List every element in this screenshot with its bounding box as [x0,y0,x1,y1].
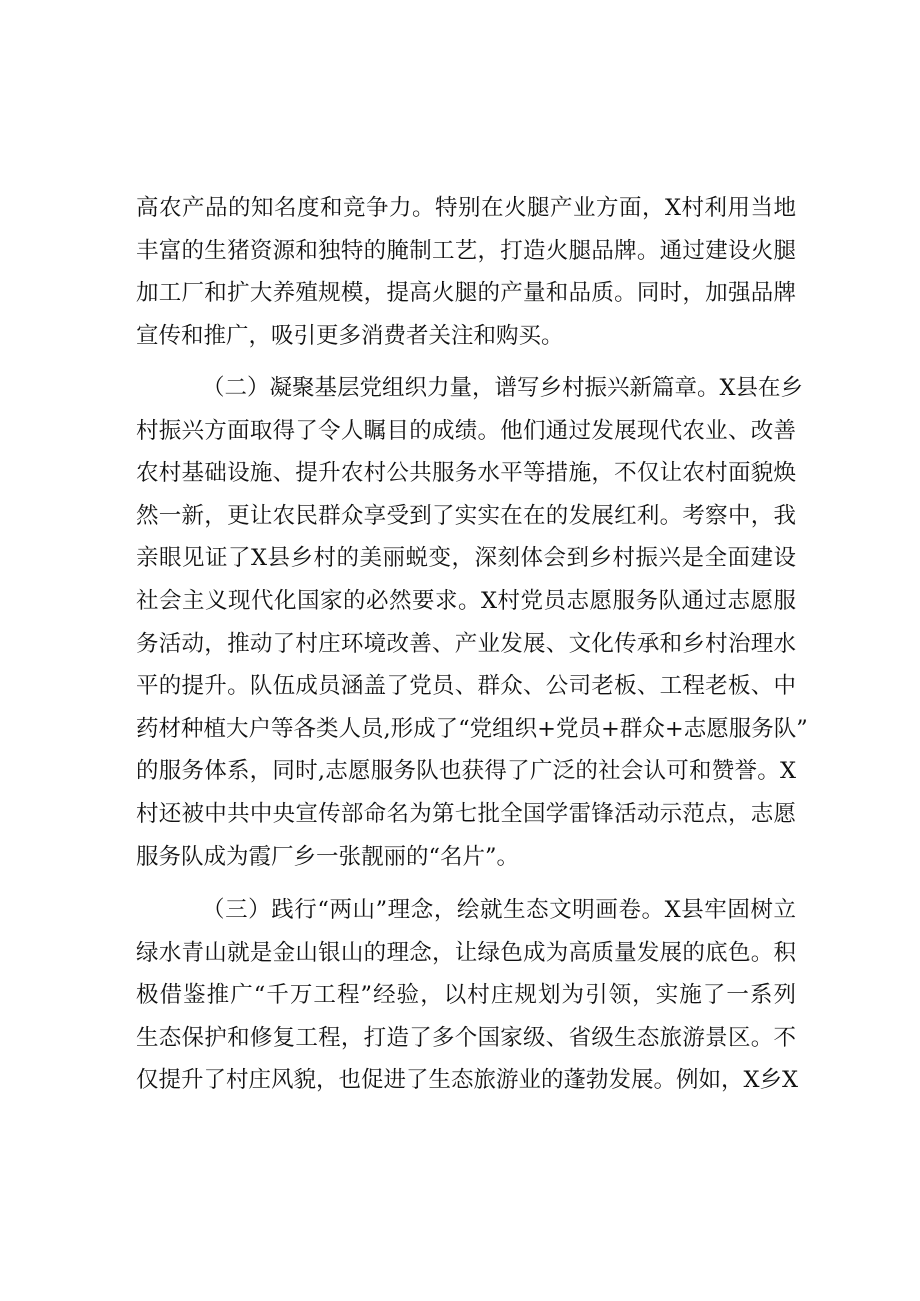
paragraph-2-line-2: 村振兴方面取得了令人瞩目的成绩。他们通过发展现代农业、改善 [136,417,796,444]
paragraph-2-line-9: 药材种植大户等各类人员,形成了“党组织+党员+群众+志愿服务队” [136,715,808,742]
paragraph-3-line-4: 生态保护和修复工程，打造了多个国家级、省级生态旅游景区。不 [136,1024,796,1051]
paragraph-2-line-12: 服务队成为霞厂乡一张靓丽的“名片”。 [136,843,520,870]
paragraph-2-line-8: 平的提升。队伍成员涵盖了党员、群众、公司老板、工程老板、中 [136,673,796,700]
paragraph-3-line-5: 仅提升了村庄风貌，也促进了生态旅游业的蓬勃发展。例如，X乡X [136,1067,799,1094]
paragraph-2-line-3: 农村基础设施、提升农村公共服务水平等措施，不仅让农村面貌焕 [136,460,796,487]
paragraph-1-line-1: 高农产品的知名度和竞争力。特别在火腿产业方面，X村利用当地 [136,195,796,221]
paragraph-3-line-2: 绿水青山就是金山银山的理念，让绿色成为高质量发展的底色。积 [136,939,796,966]
paragraph-2-heading-line: （二）凝聚基层党组织力量，谱写乡村振兴新篇章。X县在乡 [202,375,804,401]
paragraph-1 [136,187,796,357]
paragraph-1-line-2: 丰富的生猪资源和独特的腌制工艺，打造火腿品牌。通过建设火腿 [136,237,796,264]
paragraph-1-line-3: 加工厂和扩大养殖规模，提高火腿的产量和品质。同时，加强品牌 [136,280,796,307]
paragraph-3-line-3: 极借鉴推广“千万工程”经验，以村庄规划为引领，实施了一系列 [136,982,796,1009]
paragraph-2-line-6: 社会主义现代化国家的必然要求。X村党员志愿服务队通过志愿服 [136,587,796,614]
paragraph-2-line-10: 的服务体系，同时,志愿服务队也获得了广泛的社会认可和赞誉。X [136,758,796,785]
paragraph-2 [136,367,808,878]
paragraph-3-heading-line: （三）践行“两山”理念，绘就生态文明画卷。X县牢固树立 [202,897,796,923]
paragraph-2-line-4: 然一新，更让农民群众享受到了实实在在的发展红利。考察中，我 [136,502,796,529]
paragraph-2-line-11: 村还被中共中央宣传部命名为第七批全国学雷锋活动示范点，志愿 [136,800,796,827]
paragraph-1-line-4: 宣传和推广，吸引更多消费者关注和购买。 [136,322,564,349]
paragraph-2-line-7: 务活动，推动了村庄环境改善、产业发展、文化传承和乡村治理水 [136,630,796,657]
paragraph-2-line-5: 亲眼见证了X县乡村的美丽蜕变，深刻体会到乡村振兴是全面建设 [136,545,796,572]
paragraph-3 [136,889,799,1102]
